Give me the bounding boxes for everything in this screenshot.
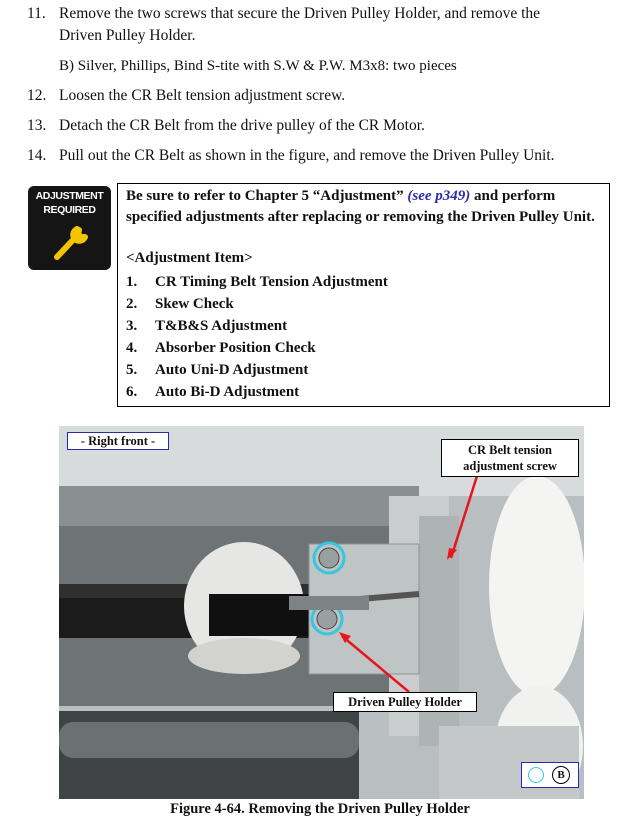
step-text: Detach the CR Belt from the drive pulley of the CR Motor.	[59, 117, 425, 134]
item-label: Auto Uni-D Adjustment	[155, 362, 309, 378]
adjustment-item-header: <Adjustment Item>	[126, 250, 253, 266]
step-number: 14.	[27, 147, 47, 164]
step-text: Remove the two screws that secure the Driven Pulley Holder, and remove the	[59, 5, 541, 22]
item-label: Skew Check	[155, 296, 234, 312]
item-number: 1.	[126, 274, 138, 290]
adjustment-text: Be sure to refer to Chapter 5 “Adjustment”	[126, 188, 408, 204]
item-label: Auto Bi-D Adjustment	[155, 384, 300, 400]
item-number: 6.	[126, 384, 138, 400]
step-number: 12.	[27, 87, 47, 104]
legend-letter: B	[552, 766, 570, 784]
item-number: 5.	[126, 362, 138, 378]
callout-cr-belt-tension-screw	[441, 439, 579, 477]
figure-photo	[59, 426, 584, 799]
page-reference-link[interactable]: (see p349)	[407, 188, 471, 204]
callout-line2: adjustment screw	[463, 459, 557, 473]
cyan-circle-icon	[528, 767, 544, 783]
adjustment-note-box	[117, 183, 610, 407]
badge-line1: ADJUSTMENT	[35, 190, 104, 202]
callout-line1: CR Belt tension	[467, 443, 553, 457]
item-label: CR Timing Belt Tension Adjustment	[155, 274, 388, 290]
adjustment-paragraph	[126, 186, 606, 228]
item-number: 2.	[126, 296, 138, 312]
substep-text: B) Silver, Phillips, Bind S-tite with S.W & P.W. M3x8: two pieces	[59, 58, 457, 74]
badge-line2: REQUIRED	[43, 204, 96, 216]
adjustment-text-continued: and perform specified adjustments after replacing or removing the Driven Pulley Unit.	[126, 188, 595, 225]
item-label: T&B&S Adjustment	[155, 318, 288, 334]
item-number: 4.	[126, 340, 138, 356]
screw-legend	[521, 762, 579, 788]
printer-mechanism-illustration	[59, 426, 584, 799]
step-text: Loosen the CR Belt tension adjustment screw.	[59, 87, 346, 104]
item-number: 3.	[126, 318, 138, 334]
step-number: 13.	[27, 117, 47, 134]
step-number: 11.	[27, 5, 46, 22]
view-label: - Right front -	[67, 432, 169, 450]
step-text: Driven Pulley Holder.	[59, 27, 196, 44]
item-label: Absorber Position Check	[155, 340, 316, 356]
step-text: Pull out the CR Belt as shown in the figure, and remove the Driven Pulley Unit.	[59, 147, 555, 164]
wrench-icon	[52, 222, 90, 262]
callout-driven-pulley-holder: Driven Pulley Holder	[333, 692, 477, 712]
adjustment-required-badge	[28, 186, 111, 270]
figure-caption: Figure 4-64. Removing the Driven Pulley Holder	[170, 801, 470, 817]
